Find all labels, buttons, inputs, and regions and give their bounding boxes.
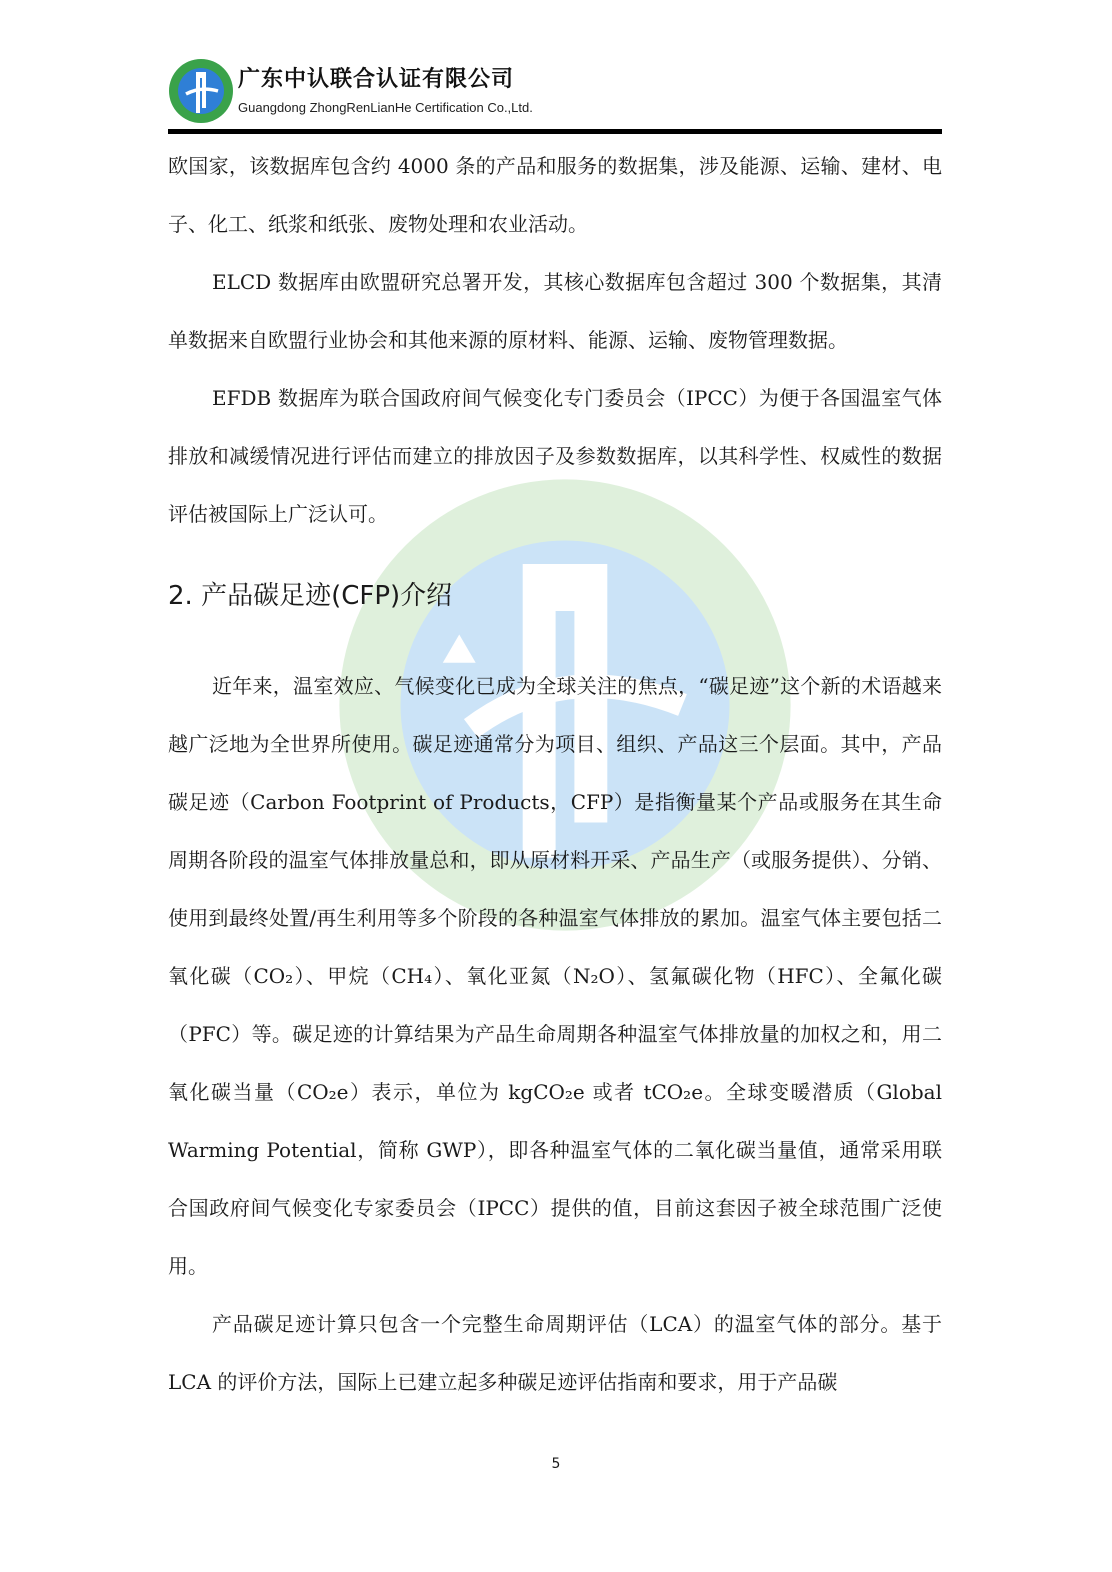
page-number: 5 [551, 1456, 561, 1472]
paragraph-cfp-intro: 近年来，温室效应、气候变化已成为全球关注的焦点，“碳足迹”这个新的术语越来越广泛地为全世界所使用。碳足迹通常分为项目、组织、产品这三个层面。其中，产品碳足迹（Carbon Footprint of Products，CFP）是指衡量某个产品或服务在其生命周期各阶段的温室气体排放量总和，即从原材料开采、产品生产（或服务提供）、分销、使用到最终处置/再生利用等多个阶段的各种温室气体排放的累加。温室气体主要包括二氧化碳（CO₂）、甲烷（CH₄）、氧化亚氮（N₂O）、氢氟碳化物（HFC）、全氟化碳（PFC）等。碳足迹的计算结果为产品生命周期各种温室气体排放量的加权之和，用二氧化碳当量（CO₂e）表示，单位为 kgCO₂e 或者 tCO₂e。全球变暖潜质（Global Warming Potential，简称 GWP），即各种温室气体的二氧化碳当量值，通常采用联合国政府间气候变化专家委员会（IPCC）提供的值，目前这套因子被全球范围广泛使用。 [168, 674, 942, 1278]
company-logo-icon [168, 58, 234, 124]
company-name-cn: 广东中认联合认证有限公司 [238, 67, 515, 92]
page-content [168, 137, 942, 1411]
paragraph-continued: 欧国家，该数据库包含约 4000 条的产品和服务的数据集，涉及能源、运输、建材、电子、化工、纸浆和纸张、废物处理和农业活动。 [168, 154, 942, 236]
section-heading: 2. 产品碳足迹(CFP)介绍 [168, 581, 453, 611]
paragraph-elcd: ELCD 数据库由欧盟研究总署开发，其核心数据库包含超过 300 个数据集，其清单数据来自欧盟行业协会和其他来源的原材料、能源、运输、废物管理数据。 [168, 270, 942, 352]
company-name-en: Guangdong ZhongRenLianHe Certification Co.,Ltd. [238, 100, 533, 115]
page-header [168, 56, 942, 136]
paragraph-efdb: EFDB 数据库为联合国政府间气候变化专门委员会（IPCC）为便于各国温室气体排放和减缓情况进行评估而建立的排放因子及参数数据库，以其科学性、权威性的数据评估被国际上广泛认可。 [168, 386, 942, 526]
paragraph-lca: 产品碳足迹计算只包含一个完整生命周期评估（LCA）的温室气体的部分。基于 LCA 的评价方法，国际上已建立起多种碳足迹评估指南和要求，用于产品碳 [168, 1312, 942, 1394]
header-rule [168, 129, 942, 134]
